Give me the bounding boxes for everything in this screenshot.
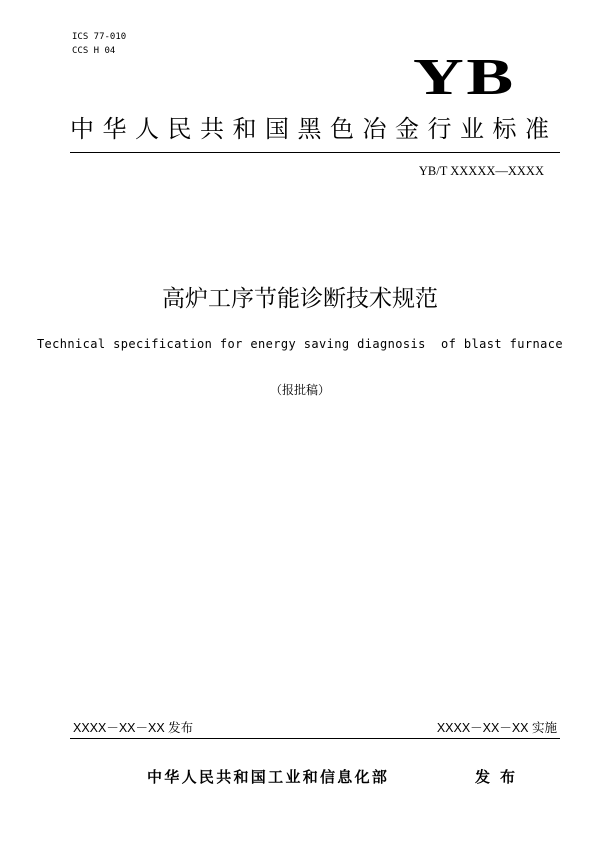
implementation-date: XXXX－XX－XX 实施 [436,721,557,735]
document-title-cn: 高炉工序节能诊断技术规范 [162,285,438,311]
standard-number: YB/T XXXXX—XXXX [418,164,544,178]
header-divider [70,152,560,153]
ccs-code: CCS H 04 [72,46,116,56]
publish-label: 发布 [475,769,526,786]
publisher-name: 中华人民共和国工业和信息化部 [147,769,390,786]
ics-code: ICS 77-010 [72,32,127,42]
industry-standard-title: 中华人民共和国黑色冶金行业标准 [70,116,558,143]
footer-divider [70,738,560,739]
yb-logo: YB [413,49,516,106]
document-title-en: Technical specification for energy saving diagnosis of blast furnace [36,337,564,351]
issue-date: XXXX－XX－XX 发布 [73,721,194,735]
draft-status: （报批稿） [269,383,330,397]
